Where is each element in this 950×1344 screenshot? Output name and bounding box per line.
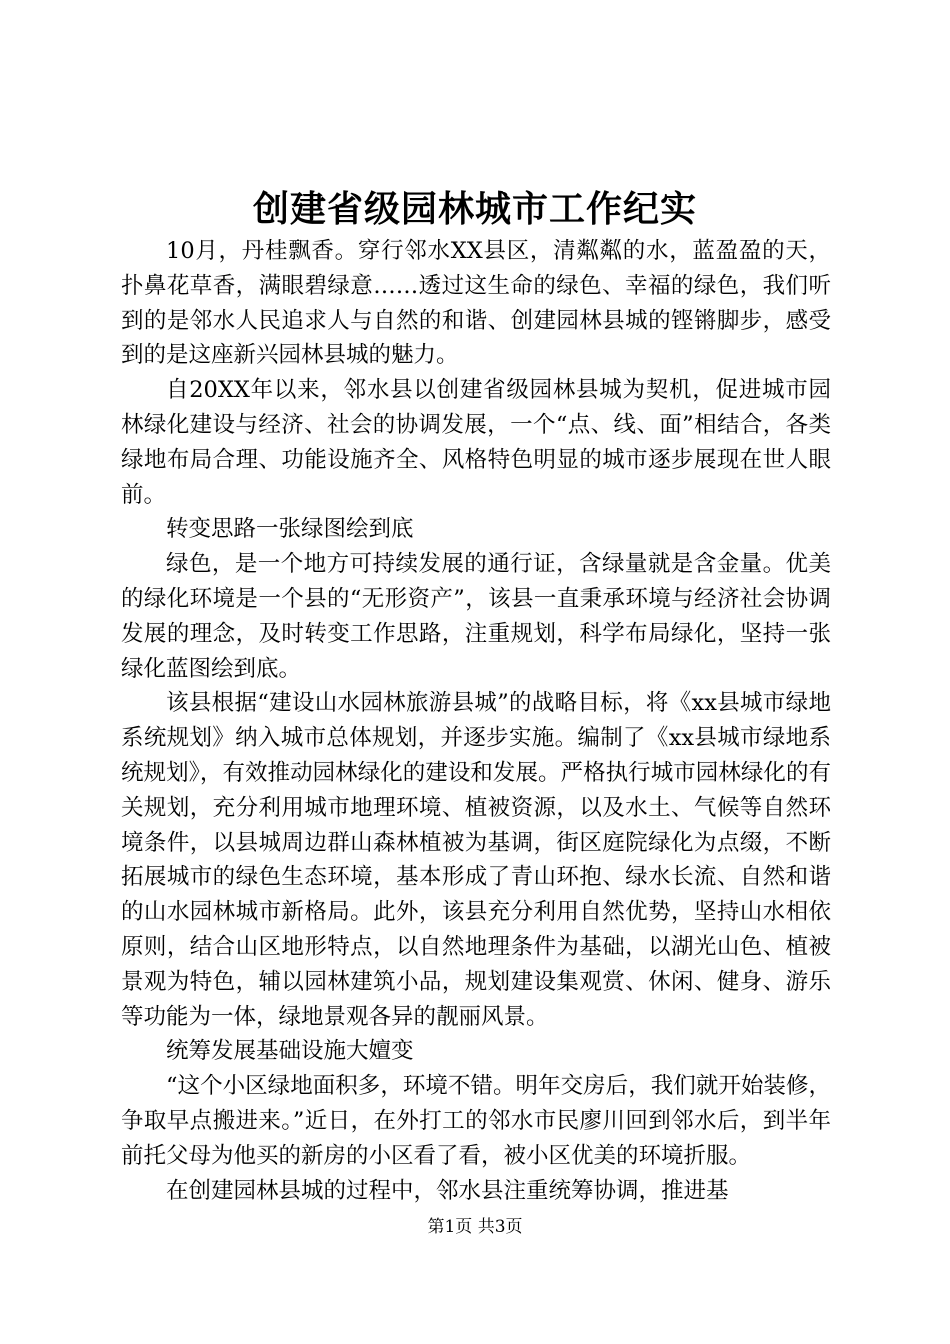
document-body	[121, 234, 831, 1208]
paragraph-6: 在创建园林县城的过程中，邻水县注重统筹协调，推进基	[166, 1177, 729, 1204]
paragraph-5: “这个小区绿地面积多，环境不错。明年交房后，我们就开始装修，争取早点搬进来。”近日，在外打工的邻水市民廖川回到邻水后，到半年前托父母为他买的新房的小区看了看，被小区优美的环境折服。	[121, 1073, 831, 1169]
paragraph-4: 该县根据“建设山水园林旅游县城”的战略目标，将《xx县城市绿地系统规划》纳入城市总体规划，并逐步实施。编制了《xx县城市绿地系统规划》，有效推动园林绿化的建设和发展。严格执行城市园林绿化的有关规划，充分利用城市地理环境、植被资源，以及水土、气候等自然环境条件，以县城周边群山森林植被为基调，街区庭院绿化为点缀，不断拓展城市的绿色生态环境，基本形成了青山环抱、绿水长流、自然和谐的山水园林城市新格局。此外，该县充分利用自然优势，坚持山水相依原则，结合山区地形特点，以自然地理条件为基础，以湖光山色、植被景观为特色，辅以园林建筑小品，规划建设集观赏、休闲、健身、游乐等功能为一体，绿地景观各异的靓丽风景。	[121, 690, 831, 1030]
section-heading-1: 转变思路一张绿图绘到底	[166, 516, 414, 543]
paragraph-3: 绿色，是一个地方可持续发展的通行证，含绿量就是含金量。优美的绿化环境是一个县的“无形资产”，该县一直秉承环境与经济社会协调发展的理念，及时转变工作思路，注重规划，科学布局绿化，坚持一张绿化蓝图绘到底。	[121, 551, 831, 682]
section-heading-2: 统筹发展基础设施大嬗变	[166, 1038, 414, 1065]
page-footer: 第1页 共3页	[427, 1217, 523, 1237]
document-title: 创建省级园林城市工作纪实	[252, 188, 697, 230]
paragraph-1: 10月，丹桂飘香。穿行邻水XX县区，清粼粼的水，蓝盈盈的天，扑鼻花草香，满眼碧绿意……透过这生命的绿色、幸福的绿色，我们听到的是邻水人民追求人与自然的和谐、创建园林县城的铿锵脚步，感受到的是这座新兴园林县城的魅力。	[121, 238, 831, 369]
paragraph-2: 自20XX年以来，邻水县以创建省级园林县城为契机，促进城市园林绿化建设与经济、社会的协调发展，一个“点、线、面”相结合，各类绿地布局合理、功能设施齐全、风格特色明显的城市逐步展现在世人眼前。	[121, 377, 831, 508]
